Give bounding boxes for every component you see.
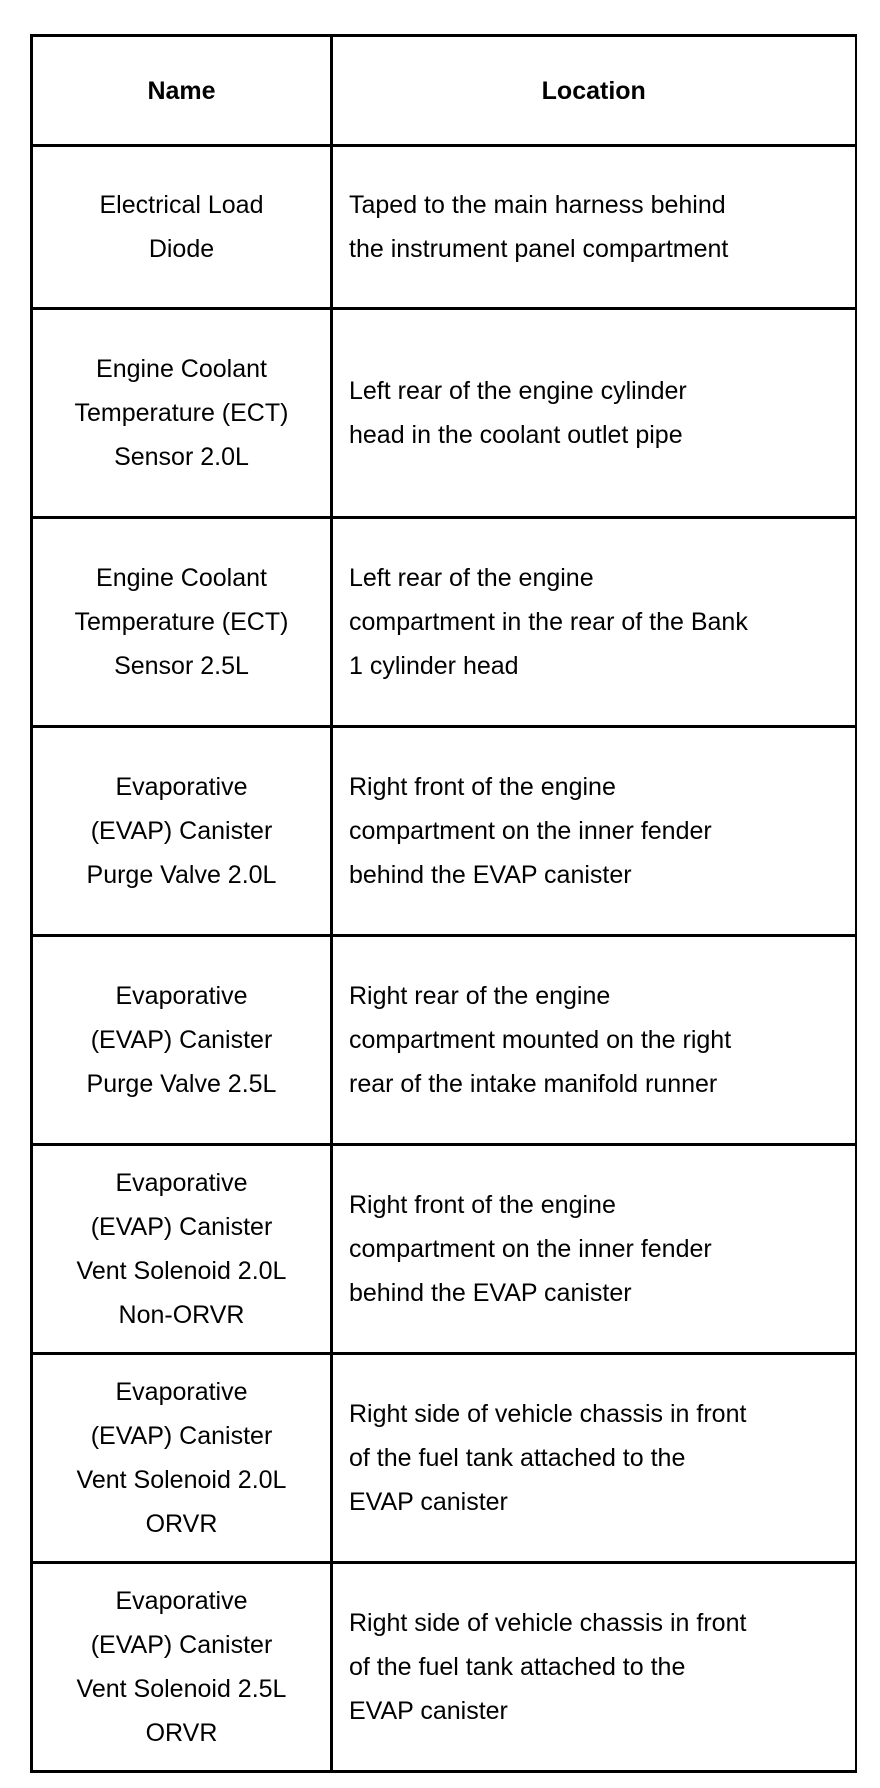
component-location-cell xyxy=(332,1145,856,1354)
component-location-cell xyxy=(332,1354,856,1563)
component-location-cell xyxy=(332,727,856,936)
component-name-cell xyxy=(32,1354,332,1563)
component-name-line: Purge Valve 2.5L xyxy=(86,1070,277,1098)
component-name-line: Evaporative xyxy=(115,982,248,1010)
component-name-line: Engine Coolant xyxy=(96,355,267,383)
table-row xyxy=(32,146,856,309)
component-location-line: Right side of vehicle chassis in front xyxy=(349,1400,747,1428)
location-column-header: Location xyxy=(332,36,856,146)
component-location-line: EVAP canister xyxy=(349,1697,508,1725)
component-location-line: 1 cylinder head xyxy=(349,652,519,680)
table-row xyxy=(32,1563,856,1772)
component-location-line: compartment on the inner fender xyxy=(349,817,712,845)
component-location-line: behind the EVAP canister xyxy=(349,1279,632,1307)
component-name-line: Evaporative xyxy=(115,773,248,801)
component-name-line: (EVAP) Canister xyxy=(90,1422,273,1450)
component-location-cell xyxy=(332,1563,856,1772)
component-name-line: (EVAP) Canister xyxy=(90,1026,273,1054)
component-name-cell xyxy=(32,1563,332,1772)
table-row xyxy=(32,1145,856,1354)
component-name-line: Temperature (ECT) xyxy=(74,399,289,427)
component-name-line: Sensor 2.0L xyxy=(114,443,249,471)
component-name-line: Purge Valve 2.0L xyxy=(86,861,277,889)
component-location-line: of the fuel tank attached to the xyxy=(349,1653,686,1681)
component-location-line: of the fuel tank attached to the xyxy=(349,1444,686,1472)
component-location-line: rear of the intake manifold runner xyxy=(349,1070,718,1098)
component-name-line: Vent Solenoid 2.0L xyxy=(76,1257,287,1285)
header-row xyxy=(32,36,856,146)
component-name-line: Sensor 2.5L xyxy=(114,652,249,680)
component-location-line: Right front of the engine xyxy=(349,1191,616,1219)
component-location-line: head in the coolant outlet pipe xyxy=(349,421,683,449)
name-column-header: Name xyxy=(32,36,332,146)
component-location-line: Left rear of the engine cylinder xyxy=(349,377,687,405)
component-location-line: Left rear of the engine xyxy=(349,564,594,592)
component-location-line: Right side of vehicle chassis in front xyxy=(349,1609,747,1637)
component-location-cell xyxy=(332,309,856,518)
component-location-line: the instrument panel compartment xyxy=(349,235,729,263)
component-name-line: Vent Solenoid 2.0L xyxy=(76,1466,287,1494)
component-name-line: Diode xyxy=(148,235,215,263)
component-name-line: Engine Coolant xyxy=(96,564,267,592)
component-name-cell xyxy=(32,518,332,727)
component-name-line: Evaporative xyxy=(115,1378,248,1406)
component-name-line: Electrical Load xyxy=(99,191,264,219)
component-location-line: compartment on the inner fender xyxy=(349,1235,712,1263)
component-name-cell xyxy=(32,1145,332,1354)
component-location-line: compartment mounted on the right xyxy=(349,1026,732,1054)
component-location-table xyxy=(30,34,857,1773)
component-name-line: (EVAP) Canister xyxy=(90,1213,273,1241)
table-row xyxy=(32,309,856,518)
component-location-line: Taped to the main harness behind xyxy=(349,191,726,219)
component-name-line: Vent Solenoid 2.5L xyxy=(76,1675,287,1703)
component-name-line: Evaporative xyxy=(115,1587,248,1615)
table-row xyxy=(32,936,856,1145)
component-location-cell xyxy=(332,518,856,727)
component-name-line: ORVR xyxy=(145,1510,218,1538)
component-name-cell xyxy=(32,309,332,518)
component-name-cell xyxy=(32,727,332,936)
component-name-cell xyxy=(32,146,332,309)
component-location-line: Right front of the engine xyxy=(349,773,616,801)
component-location-line: Right rear of the engine xyxy=(349,982,611,1010)
component-name-line: Temperature (ECT) xyxy=(74,608,289,636)
component-name-line: (EVAP) Canister xyxy=(90,1631,273,1659)
component-location-line: behind the EVAP canister xyxy=(349,861,632,889)
component-location-line: EVAP canister xyxy=(349,1488,508,1516)
component-name-line: ORVR xyxy=(145,1719,218,1747)
component-location-line: compartment in the rear of the Bank xyxy=(349,608,748,636)
component-name-line: Evaporative xyxy=(115,1169,248,1197)
component-location-cell xyxy=(332,936,856,1145)
component-name-cell xyxy=(32,936,332,1145)
component-location-cell xyxy=(332,146,856,309)
table-row xyxy=(32,518,856,727)
component-name-line: (EVAP) Canister xyxy=(90,817,273,845)
component-name-line: Non-ORVR xyxy=(118,1301,245,1329)
table-row xyxy=(32,1354,856,1563)
table-row xyxy=(32,727,856,936)
